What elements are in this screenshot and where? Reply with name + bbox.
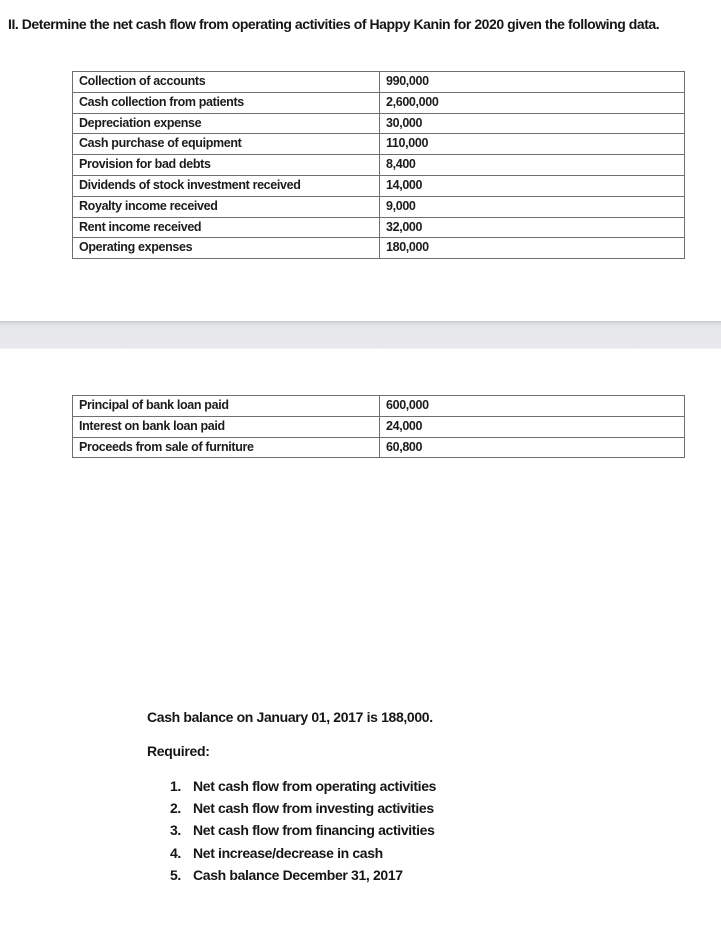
list-item [170, 775, 436, 797]
table-row [73, 155, 685, 176]
question-heading: II. Determine the net cash flow from operating activities of Happy Kanin for 2020 given the following data. [8, 16, 660, 32]
table-row [73, 72, 685, 93]
list-number: 3. [170, 822, 181, 839]
list-text: Net increase/decrease in cash [193, 844, 383, 861]
list-item [170, 864, 436, 886]
table-row [73, 396, 685, 417]
row-value: 30,000 [380, 113, 685, 134]
row-value: 14,000 [380, 175, 685, 196]
page-break-divider [0, 321, 721, 349]
table-row [73, 92, 685, 113]
table-row [73, 238, 685, 259]
row-value: 2,600,000 [380, 92, 685, 113]
row-label: Rent income received [73, 217, 380, 238]
table-row [73, 217, 685, 238]
row-label: Principal of bank loan paid [73, 396, 380, 417]
row-label: Depreciation expense [73, 113, 380, 134]
financing-data-table [72, 395, 685, 458]
required-list [170, 775, 436, 886]
row-label: Cash collection from patients [73, 92, 380, 113]
table-row [73, 134, 685, 155]
row-value: 60,800 [380, 437, 685, 458]
list-text: Cash balance December 31, 2017 [193, 866, 403, 883]
list-item [170, 797, 436, 819]
table-row [73, 113, 685, 134]
required-label: Required: [147, 743, 210, 759]
row-label: Proceeds from sale of furniture [73, 437, 380, 458]
row-label: Operating expenses [73, 238, 380, 259]
row-value: 8,400 [380, 155, 685, 176]
list-text: Net cash flow from investing activities [193, 800, 434, 817]
operating-data-table [72, 71, 685, 259]
list-number: 1. [170, 778, 181, 794]
table-row [73, 416, 685, 437]
cash-balance-statement: Cash balance on January 01, 2017 is 188,000. [147, 709, 433, 725]
table-row [73, 196, 685, 217]
table-row [73, 437, 685, 458]
list-item [170, 842, 436, 864]
row-value: 110,000 [380, 134, 685, 155]
row-label: Cash purchase of equipment [73, 134, 380, 155]
row-label: Royalty income received [73, 196, 380, 217]
row-label: Collection of accounts [73, 72, 380, 93]
row-value: 600,000 [380, 396, 685, 417]
row-label: Dividends of stock investment received [73, 175, 380, 196]
row-value: 24,000 [380, 416, 685, 437]
table-row [73, 175, 685, 196]
row-value: 9,000 [380, 196, 685, 217]
list-text: Net cash flow from operating activities [193, 778, 437, 794]
row-label: Provision for bad debts [73, 155, 380, 176]
list-number: 4. [170, 844, 181, 861]
list-number: 5. [170, 866, 181, 883]
row-value: 990,000 [380, 72, 685, 93]
list-text: Net cash flow from financing activities [193, 822, 435, 839]
list-number: 2. [170, 800, 181, 817]
row-label: Interest on bank loan paid [73, 416, 380, 437]
list-item [170, 819, 436, 841]
row-value: 32,000 [380, 217, 685, 238]
row-value: 180,000 [380, 238, 685, 259]
